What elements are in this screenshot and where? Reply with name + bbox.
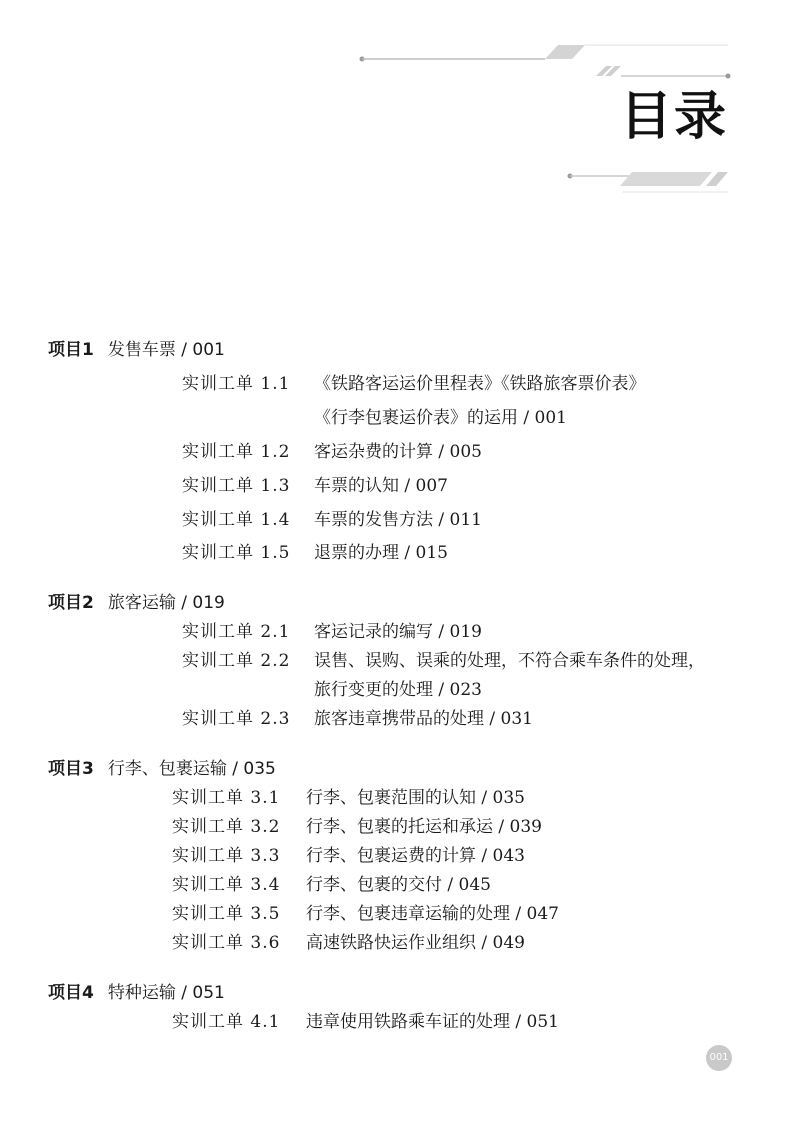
toc-entry — [182, 649, 705, 673]
entry-code: 实训工单 2.3 — [182, 709, 291, 729]
toc-entry — [172, 844, 525, 868]
entry-title: 高速铁路快运作业组织 / 049 — [306, 933, 525, 953]
toc-entry — [172, 786, 525, 810]
toc-entry — [182, 707, 533, 731]
entry-code: 实训工单 1.2 — [182, 442, 291, 462]
entry-title: 车票的发售方法 / 011 — [314, 510, 482, 530]
toc-entry — [172, 1010, 559, 1034]
toc-entry — [172, 902, 559, 926]
entry-title: 车票的认知 / 007 — [314, 476, 448, 496]
toc-entry — [172, 931, 525, 955]
entry-title: 行李、包裹的交付 / 045 — [306, 875, 491, 895]
entry-code: 实训工单 1.4 — [182, 510, 291, 530]
entry-code: 实训工单 3.3 — [172, 846, 281, 866]
project-number: 项目4 — [48, 983, 94, 1003]
toc-entry — [182, 508, 482, 532]
entry-code: 实训工单 1.5 — [182, 543, 291, 563]
entry-title: 行李、包裹违章运输的处理 / 047 — [306, 904, 559, 924]
toc-entry — [182, 372, 646, 396]
entry-code: 实训工单 1.3 — [182, 476, 291, 496]
entry-title: 误售、误购、误乘的处理，不符合乘车条件的处理， — [314, 651, 705, 671]
toc-entry — [182, 440, 482, 464]
entry-code: 实训工单 3.5 — [172, 904, 281, 924]
toc-entry — [182, 474, 448, 498]
project-1-heading — [48, 338, 225, 362]
entry-title: 行李、包裹运费的计算 / 043 — [306, 846, 525, 866]
project-name: 特种运输 / 051 — [107, 983, 225, 1003]
entry-title: 违章使用铁路乘车证的处理 / 051 — [306, 1012, 559, 1032]
project-2-heading — [48, 591, 225, 615]
entry-code: 实训工单 2.1 — [182, 622, 291, 642]
toc-entry — [172, 873, 491, 897]
entry-title: 《行李包裹运价表》的运用 / 001 — [314, 408, 567, 428]
project-number: 项目2 — [48, 593, 94, 613]
project-4-heading — [48, 981, 225, 1005]
project-number: 项目1 — [48, 340, 94, 360]
entry-title: 行李、包裹的托运和承运 / 039 — [306, 817, 542, 837]
page-number-badge: 001 — [706, 1045, 732, 1071]
entry-code: 实训工单 2.2 — [182, 651, 291, 671]
project-number: 项目3 — [48, 759, 94, 779]
entry-code: 实训工单 3.4 — [172, 875, 281, 895]
entry-code: 实训工单 1.1 — [182, 374, 291, 394]
project-name: 行李、包裹运输 / 035 — [107, 759, 276, 779]
entry-title: 客运记录的编写 / 019 — [314, 622, 482, 642]
entry-code: 实训工单 4.1 — [172, 1012, 281, 1032]
toc-entry — [182, 541, 448, 565]
entry-title: 旅客违章携带品的处理 / 031 — [314, 709, 533, 729]
entry-title: 退票的办理 / 015 — [314, 543, 448, 563]
entry-code: 实训工单 3.1 — [172, 788, 281, 808]
project-name: 旅客运输 / 019 — [107, 593, 225, 613]
toc-entry — [172, 815, 542, 839]
toc-entry-continuation — [314, 678, 482, 702]
entry-title: 客运杂费的计算 / 005 — [314, 442, 482, 462]
entry-title: 《铁路客运运价里程表》《铁路旅客票价表》 — [314, 374, 646, 394]
project-name: 发售车票 / 001 — [107, 340, 225, 360]
project-3-heading — [48, 757, 276, 781]
entry-title: 旅行变更的处理 / 023 — [314, 680, 482, 700]
toc-entry — [182, 620, 482, 644]
page-title: 目录 — [619, 87, 728, 147]
toc-entry-continuation — [314, 406, 567, 430]
entry-code: 实训工单 3.6 — [172, 933, 281, 953]
entry-code: 实训工单 3.2 — [172, 817, 281, 837]
entry-title: 行李、包裹范围的认知 / 035 — [306, 788, 525, 808]
